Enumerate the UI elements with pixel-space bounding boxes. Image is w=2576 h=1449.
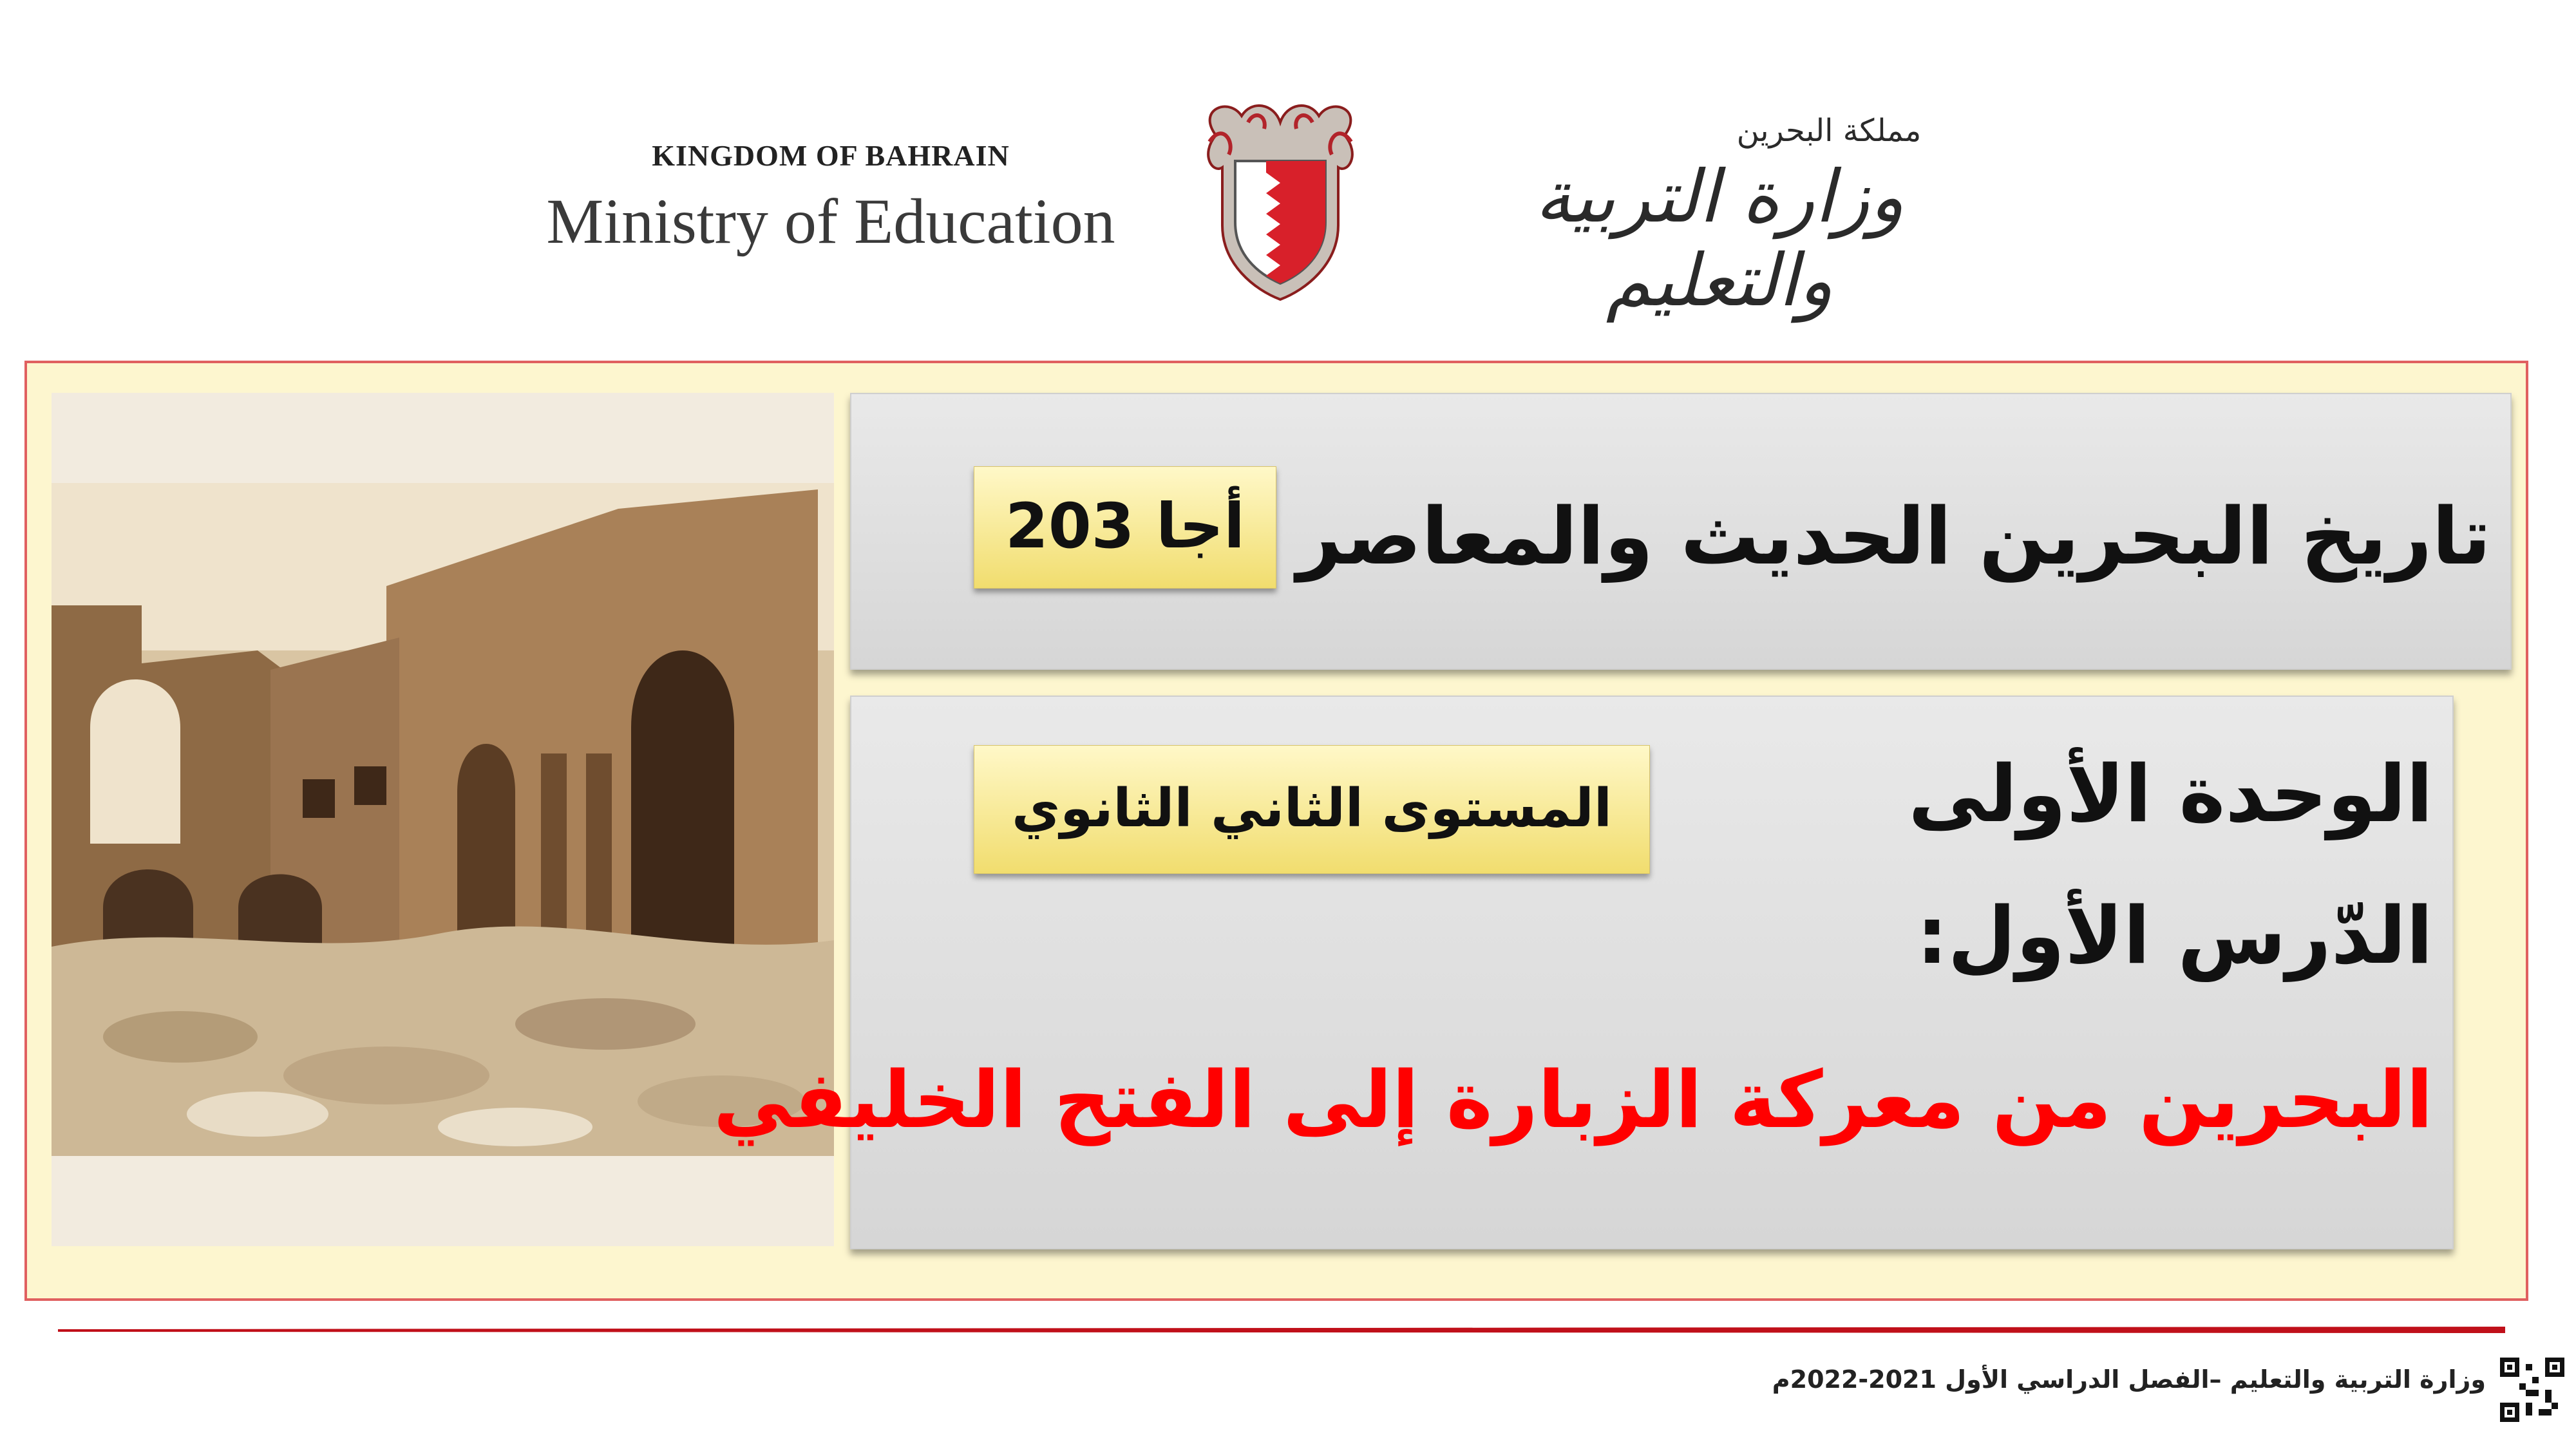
arabic-kingdom-text: مملكة البحرين bbox=[1736, 113, 1922, 149]
qr-code-icon bbox=[2500, 1358, 2564, 1422]
level-badge: المستوى الثاني الثانوي bbox=[974, 745, 1650, 874]
lesson-heading: الدّرس الأول: bbox=[1916, 890, 2433, 981]
footer-text: وزارة التربية والتعليم –الفصل الدراسي الأول 2021-2022م bbox=[1772, 1365, 2486, 1394]
unit-heading: الوحدة الأولى bbox=[1908, 748, 2433, 840]
arabic-ministry-text: وزارة التربية والتعليم bbox=[1535, 155, 1904, 323]
english-ministry-logo bbox=[515, 138, 1146, 258]
course-title-panel bbox=[850, 393, 2512, 670]
lesson-topic: البحرين من معركة الزبارة إلى الفتح الخليفي bbox=[713, 1054, 2433, 1146]
english-kingdom-text: KINGDOM OF BAHRAIN bbox=[652, 139, 1010, 172]
footer-divider bbox=[58, 1327, 2505, 1333]
english-ministry-text: Ministry of Education bbox=[546, 185, 1115, 257]
course-code-badge: أجا 203 bbox=[974, 466, 1276, 589]
bahrain-crest-icon bbox=[1190, 97, 1370, 303]
course-title: تاريخ البحرين الحديث والمعاصر bbox=[1296, 491, 2491, 582]
arabic-ministry-logo bbox=[1410, 113, 2029, 323]
lesson-panel bbox=[713, 696, 2454, 1249]
